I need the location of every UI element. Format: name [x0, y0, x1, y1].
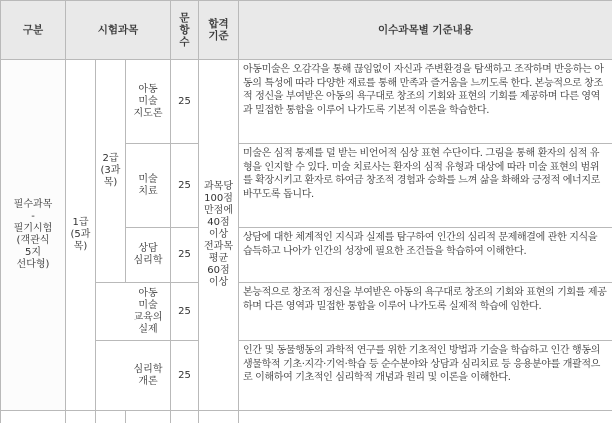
count-cell: 25 — [171, 341, 199, 411]
count-cell: 25 — [171, 228, 199, 283]
count-cell: 25 — [171, 144, 199, 228]
pass-criteria-header: 합격 기준 — [199, 1, 239, 60]
subject-cell: 아동 미술 지도론 — [126, 60, 171, 144]
cut-cell — [239, 411, 612, 423]
cut-cell — [96, 411, 126, 423]
question-count-header: 문 항 수 — [171, 1, 199, 60]
cut-cell — [126, 411, 171, 423]
subject-cell: 미술 치료 — [126, 144, 171, 228]
level1-cell: 1급 (5과 목) — [66, 60, 96, 411]
cut-cell — [171, 411, 199, 423]
content-cell: 미술은 심적 통제를 덜 받는 비언어적 심상 표현 수단이다. 그림을 통해 환자의 심적 유형을 인지할 수 있다. 미술 치료사는 환자의 심적 유형과 대상에 따라 미술 표현의 범위를 확장시키고 환자로 하여금 창조적 경험과 승화를 느껴 삶을 화해와 긍정적 에너지로 바꾸도록 돕니다. — [239, 144, 612, 228]
content-cell: 본능적으로 창조적 정신을 부여받은 아동의 욕구대로 창조의 기회와 표현의 기회를 제공하며 다른 영역과 밀접한 통합을 이루어 나가도록 실제적 학습에 임한다. — [239, 283, 612, 341]
table-row — [1, 60, 612, 144]
subject-cell: 아동 미술 교육의 실제 — [96, 283, 171, 341]
table-row-cut — [1, 411, 612, 423]
count-cell: 25 — [171, 283, 199, 341]
category-cell: 필수과목 - 필기시험 (객관식 5지 선다형) — [1, 60, 66, 411]
course-content-header: 이수과목별 기준내용 — [239, 1, 612, 60]
pass-criteria-cell: 과목당 100점 만점에 40점 이상 전과목 평균 60점 이상 — [199, 60, 239, 411]
subject-cell: 상담 심리학 — [126, 228, 171, 283]
level2-cell: 2급 (3과 목) — [96, 60, 126, 283]
content-cell: 상담에 대한 체계적인 지식과 실제를 탐구하여 인간의 심리적 문제해결에 관한 지식을 습득하고 나아가 인간의 성장에 필요한 조건들을 학습하여 이해한다. — [239, 228, 612, 283]
count-cell: 25 — [171, 60, 199, 144]
cut-cell — [199, 411, 239, 423]
cut-cell — [66, 411, 96, 423]
content-cell: 인간 및 동물행동의 과학적 연구를 위한 기초적인 방법과 기술을 학습하고 인간 행동의 생물학적 기초·지각·기억·학습 등 순수분야와 상담과 심리치료 등 응용분야를 개괄적으로 이해하여 기초적인 심리학적 개념과 원리 및 이론을 이해한다. — [239, 341, 612, 411]
content-cell: 아동미술은 오감각을 통해 끊임없이 자신과 주변환경을 탐색하고 조작하며 반응하는 아동의 특성에 따라 다양한 재료를 통해 만족과 즐거움을 느끼도록 한다. 본능적으로 창조적 정신을 부여받은 아동의 욕구대로 창조의 기회와 표현의 기회를 제공하며 다른 영역과 밀접한 통합을 이루어 나가도록 기본적 이론을 학습한다. — [239, 60, 612, 144]
subject-cell: 심리학 개론 — [96, 341, 171, 411]
header-row — [1, 1, 612, 60]
cut-cell — [1, 411, 66, 423]
exam-subjects-header: 시험과목 — [66, 1, 171, 60]
category-header: 구분 — [1, 1, 66, 60]
